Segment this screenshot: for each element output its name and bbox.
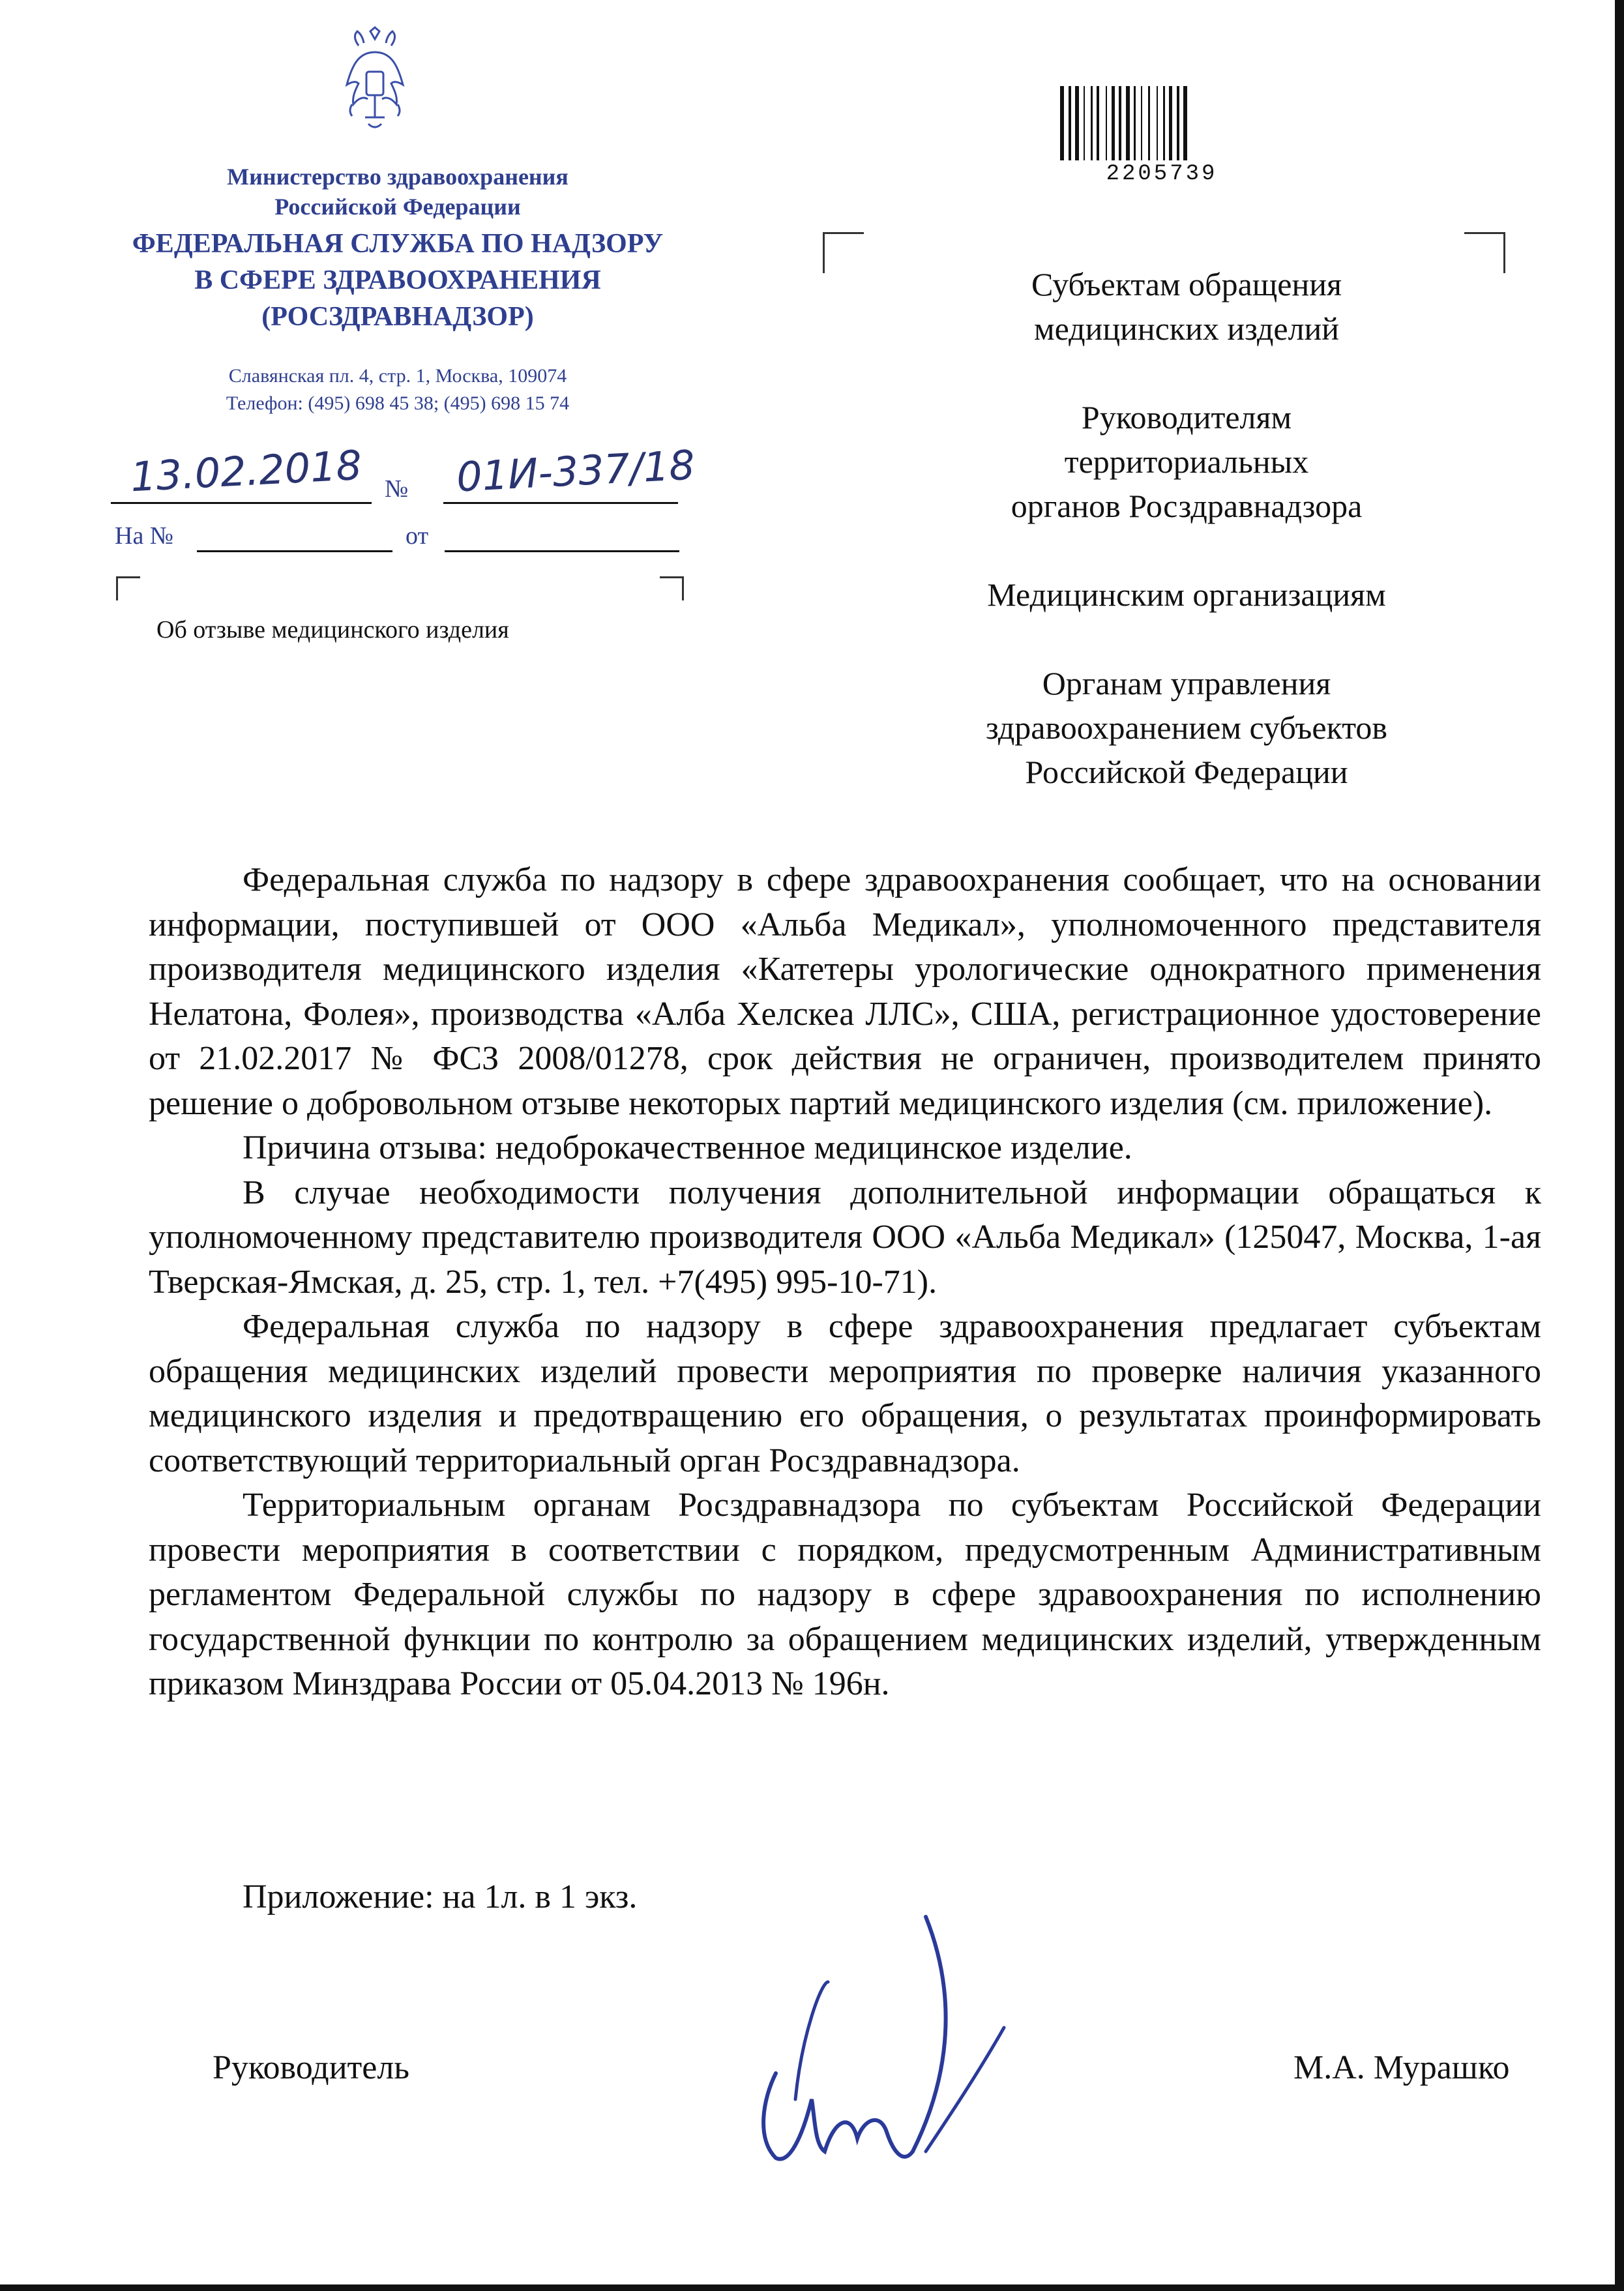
barcode-bar: [1177, 86, 1179, 160]
address-line-2: Телефон: (495) 698 45 38; (495) 698 15 74: [226, 392, 570, 414]
barcode: [1060, 86, 1263, 160]
attachment-note: Приложение: на 1л. в 1 экз.: [243, 1878, 638, 1915]
signer-name: М.А. Мурашко: [1293, 2049, 1510, 2086]
address-block: [91, 362, 704, 417]
number-handwritten: 01И-337/18: [455, 441, 696, 501]
barcode-bar: [1157, 86, 1158, 160]
recipient-4: [913, 661, 1460, 794]
barcode-bar: [1091, 86, 1093, 160]
recipient-1: [913, 262, 1460, 351]
barcode-bar: [1163, 86, 1165, 160]
barcode-bar: [1169, 86, 1172, 160]
emblem-icon: [339, 26, 411, 150]
barcode-number: 2205739: [1106, 162, 1218, 186]
barcode-bar: [1106, 86, 1107, 160]
recipient-2-line-3: органов Росздравнадзора: [1011, 488, 1363, 524]
recipient-3-line-1: Медицинским организациям: [987, 576, 1386, 613]
address-line-1: Славянская пл. 4, стр. 1, Москва, 109074: [228, 365, 567, 387]
subject-line: Об отзыве медицинского изделия: [156, 616, 509, 643]
ministry-line-1: Министерство здравоохранения: [227, 164, 568, 190]
recipient-2-line-2: территориальных: [1064, 443, 1309, 480]
barcode-bar: [1148, 86, 1150, 160]
service-line-3: (РОСЗДРАВНАДЗОР): [261, 302, 534, 332]
barcode-bar: [1112, 86, 1115, 160]
paragraph-1: Федеральная служба по надзору в сфере здравоохранения сообщает, что на основании информации, поступившей от ООО «Альба Медикал», уполномоченного представителя производителя медицинского изделия «Катетеры урологические однократного применения Нелатона, Фолея», производства «Алба Хелскеа ЛЛС», США, регистрационное удостоверение от 21.02.2017 № ФСЗ 2008/01278, срок действия не ограничен, производителем принято решение о добровольном отзыве некоторых партий медицинского изделия (см. приложение).: [149, 861, 1541, 1122]
reply-underline: [197, 550, 392, 552]
service-name: [91, 226, 704, 335]
barcode-bar: [1069, 86, 1071, 160]
page-edge-right: [1615, 0, 1624, 2291]
barcode-bar: [1126, 86, 1130, 160]
ministry-name: [91, 162, 704, 222]
recipient-2-line-1: Руководителям: [1081, 399, 1292, 436]
barcode-bar: [1141, 86, 1142, 160]
signer-position: Руководитель: [213, 2049, 409, 2086]
recipient-4-line-3: Российской Федерации: [1025, 754, 1348, 790]
barcode-bar: [1075, 86, 1079, 160]
paragraph-3: В случае необходимости получения дополнительной информации обращаться к уполномоченному представителю производителя ООО «Альба Медикал» (125047, Москва, 1-ая Тверская-Ямская, д. 25, стр. 1, тел. +7(495) 995-10-71).: [149, 1174, 1541, 1301]
recipient-1-line-2: медицинских изделий: [1033, 310, 1340, 347]
paragraph-4: Федеральная служба по надзору в сфере здравоохранения предлагает субъектам обращения медицинских изделий провести мероприятия по проверке наличия указанного медицинского изделия и предотвращению его обращения, о результатах проинформировать соответствующий территориальный орган Росздравнадзора.: [149, 1308, 1541, 1479]
recipient-2: [913, 395, 1460, 528]
paragraph-2: Причина отзыва: недоброкачественное медицинское изделие.: [243, 1129, 1132, 1166]
barcode-bar: [1183, 86, 1187, 160]
barcode-bar: [1084, 86, 1085, 160]
from-underline: [445, 550, 679, 552]
signature-icon: [730, 1904, 1056, 2178]
service-line-2: В СФЕРЕ ЗДРАВООХРАНЕНИЯ: [194, 265, 601, 295]
number-sign: №: [385, 475, 409, 503]
service-line-1: ФЕДЕРАЛЬНАЯ СЛУЖБА ПО НАДЗОРУ: [132, 229, 664, 259]
barcode-bar: [1119, 86, 1121, 160]
number-underline: [443, 502, 678, 504]
recipient-corner-left: [823, 232, 864, 273]
subject-corner-left: [116, 576, 140, 600]
barcode-bar: [1134, 86, 1136, 160]
barcode-bar: [1060, 86, 1064, 160]
barcode-bar: [1097, 86, 1099, 160]
recipients-block: [913, 262, 1460, 838]
subject-corner-right: [660, 576, 684, 600]
recipient-corner-right: [1464, 232, 1505, 273]
recipient-4-line-2: здравоохранением субъектов: [985, 709, 1388, 746]
from-label: от: [406, 522, 429, 550]
recipient-3: [913, 572, 1460, 617]
recipient-1-line-1: Субъектам обращения: [1031, 266, 1342, 303]
date-underline: [111, 502, 372, 504]
ministry-line-2: Российской Федерации: [274, 194, 521, 220]
page-edge-bottom: [0, 2284, 1624, 2291]
paragraph-5: Территориальным органам Росздравнадзора по субъектам Российской Федерации провести мероприятия в соответствии с порядком, предусмотренным Административным регламентом Федеральной службы по надзору в сфере здравоохранения по исполнению государственной функции по контролю за обращением медицинских изделий, утвержденным приказом Минздрава России от 05.04.2013 № 196н.: [149, 1486, 1541, 1702]
reply-label: На №: [115, 522, 174, 550]
letter-body: [149, 858, 1541, 1707]
recipient-4-line-1: Органам управления: [1042, 665, 1331, 702]
date-handwritten: 13.02.2018: [129, 441, 363, 501]
